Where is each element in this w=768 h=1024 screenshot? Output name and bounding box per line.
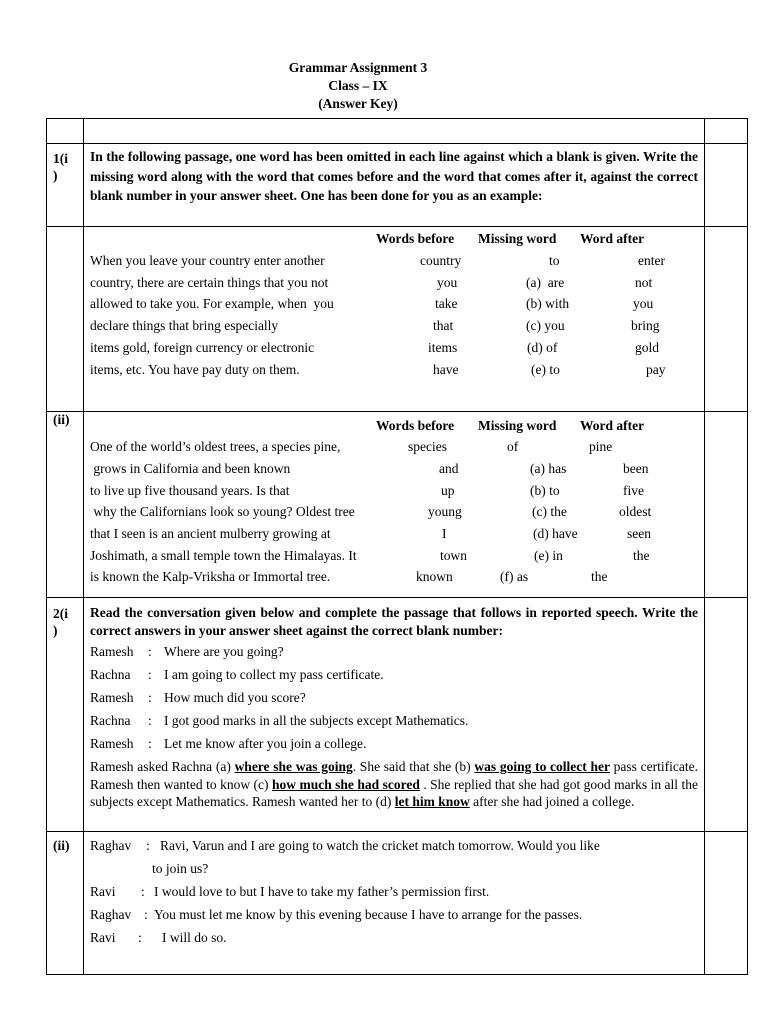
- passage-line: When you leave your country enter another: [90, 253, 325, 268]
- answer-a: where she was going: [234, 759, 353, 774]
- separator: :: [148, 644, 152, 659]
- dialogue-line: [90, 667, 384, 683]
- word-after: pine: [589, 439, 613, 454]
- class-label: Class – IX: [328, 78, 388, 93]
- dialogue-line: [90, 713, 468, 729]
- missing-word: (c) you: [526, 318, 565, 333]
- word-after: not: [635, 275, 653, 290]
- word-before: that: [433, 318, 454, 333]
- word-before: young: [428, 504, 462, 519]
- separator: :: [144, 907, 148, 922]
- dialogue-line: [90, 838, 600, 854]
- passage-text: pass certificate. Ramesh then wanted to know (c): [90, 759, 698, 792]
- separator: :: [148, 667, 152, 682]
- passage-line: Joshimath, a small temple town the Himalayas. It: [90, 548, 357, 563]
- passage-text: after she had joined a college.: [469, 794, 635, 809]
- speaker: Ravi: [90, 930, 116, 945]
- word-after: enter: [638, 253, 665, 268]
- column-header-missing-word: Missing word: [478, 231, 557, 246]
- speaker: Raghav: [90, 907, 132, 922]
- missing-word: (a) are: [526, 275, 565, 290]
- word-before: I: [442, 526, 447, 541]
- missing-word: (a) has: [530, 461, 567, 476]
- word-after: oldest: [619, 504, 652, 519]
- row-divider: [46, 831, 748, 832]
- question-number: 1(i ): [53, 151, 68, 183]
- column-header-word-after: Word after: [580, 418, 645, 433]
- word-before: up: [441, 483, 455, 498]
- document-subtitle: (Answer Key): [318, 96, 398, 111]
- separator: :: [148, 713, 152, 728]
- utterance: I would love to but I have to take my father’s permission first.: [154, 884, 490, 899]
- document-title: Grammar Assignment 3: [288, 60, 428, 75]
- passage-text: . She replied that she had got good marks in all the subjects except Mathematics. Ramesh wanted her to (d): [90, 776, 698, 809]
- word-after: been: [623, 461, 649, 476]
- row-divider: [46, 226, 748, 227]
- utterance: You must let me know by this evening because I have to arrange for the passes.: [154, 907, 583, 922]
- column-divider: [83, 118, 84, 975]
- missing-word: (d) have: [533, 526, 578, 541]
- passage-line: why the Californians look so young? Oldest tree: [90, 504, 355, 519]
- word-before: take: [435, 296, 458, 311]
- dialogue-line: [90, 736, 366, 752]
- speaker: Raghav: [90, 838, 132, 853]
- column-header-missing-word: Missing word: [478, 418, 557, 433]
- utterance: to join us?: [152, 861, 209, 876]
- missing-word: (b) with: [526, 296, 570, 311]
- dialogue-line: [90, 907, 582, 923]
- answer-c: how much she had scored: [271, 776, 420, 792]
- dialogue-line: [90, 644, 284, 660]
- utterance: I got good marks in all the subjects except Mathematics.: [164, 713, 469, 728]
- passage-line: One of the world’s oldest trees, a species pine,: [90, 439, 341, 454]
- dialogue-line: [90, 690, 306, 706]
- utterance: Ravi, Varun and I are going to watch the cricket match tomorrow. Would you like: [160, 838, 600, 853]
- passage-line: grows in California and been known: [90, 461, 291, 476]
- answer-d: let him know: [394, 794, 470, 809]
- table-border-left: [46, 118, 47, 975]
- word-before: town: [440, 548, 467, 563]
- missing-word: of: [507, 439, 519, 454]
- speaker: Ramesh: [90, 644, 134, 659]
- separator: :: [148, 736, 152, 751]
- missing-word: (b) to: [530, 483, 560, 498]
- utterance: I am going to collect my pass certificate.: [164, 667, 384, 682]
- missing-word: (e) to: [531, 362, 560, 377]
- table-border-bottom: [46, 974, 748, 975]
- word-before: you: [437, 275, 458, 290]
- word-after: the: [591, 569, 608, 584]
- row-divider: [46, 143, 748, 144]
- passage-text: . She said that she (b): [352, 759, 475, 774]
- word-before: and: [439, 461, 459, 476]
- word-before: known: [416, 569, 453, 584]
- column-header-words-before: Words before: [376, 231, 455, 246]
- utterance: Let me know after you join a college.: [164, 736, 367, 751]
- passage-line: country, there are certain things that you not: [90, 275, 329, 290]
- missing-word: to: [549, 253, 560, 268]
- column-header-word-after: Word after: [580, 231, 645, 246]
- passage-line: that I seen is an ancient mulberry growing at: [90, 526, 331, 541]
- question-number: (ii): [53, 838, 70, 853]
- separator: :: [148, 690, 152, 705]
- dialogue-line: [90, 861, 208, 877]
- speaker: Ravi: [90, 884, 116, 899]
- separator: :: [146, 838, 150, 853]
- table-border-top: [46, 118, 748, 119]
- passage-line: items gold, foreign currency or electronic: [90, 340, 315, 355]
- word-after: pay: [646, 362, 666, 377]
- question-number: (ii): [53, 412, 70, 427]
- question-instruction: In the following passage, one word has been omitted in each line against which a blank is given. Write the missing word along with the word that comes before and the word that comes after it, against the correct blank number in your answer sheet. One has been done for you as an example:: [90, 149, 698, 203]
- word-after: seen: [627, 526, 651, 541]
- table-border-right: [747, 118, 748, 975]
- utterance: How much did you score?: [164, 690, 306, 705]
- speaker: Ramesh: [90, 690, 134, 705]
- passage-line: declare things that bring especially: [90, 318, 279, 333]
- word-after: you: [633, 296, 654, 311]
- word-before: country: [420, 253, 462, 268]
- speaker: Rachna: [90, 713, 131, 728]
- passage-line: to live up five thousand years. Is that: [90, 483, 290, 498]
- word-after: the: [633, 548, 650, 563]
- separator: :: [141, 884, 145, 899]
- missing-word: (d) of: [527, 340, 558, 355]
- word-after: five: [623, 483, 644, 498]
- passage-line: is known the Kalp-Vriksha or Immortal tree.: [90, 569, 331, 584]
- word-after: bring: [631, 318, 660, 333]
- speaker: Rachna: [90, 667, 131, 682]
- question-number: 2(i ): [53, 606, 68, 638]
- column-header-words-before: Words before: [376, 418, 455, 433]
- separator: :: [138, 930, 142, 945]
- passage-text: Ramesh asked Rachna (a): [90, 759, 235, 774]
- row-divider: [46, 411, 748, 412]
- word-before: items: [428, 340, 458, 355]
- question-instruction: Read the conversation given below and complete the passage that follows in reported speech. Write the correct answers in your answer sheet against the correct blank number:: [90, 605, 698, 638]
- missing-word: (e) in: [534, 548, 563, 563]
- passage-line: allowed to take you. For example, when you: [90, 296, 334, 311]
- word-after: gold: [635, 340, 660, 355]
- dialogue-line: [90, 884, 489, 900]
- missing-word: (f) as: [500, 569, 529, 584]
- utterance: Where are you going?: [164, 644, 284, 659]
- column-divider: [704, 118, 705, 975]
- speaker: Ramesh: [90, 736, 134, 751]
- reported-speech-passage: [90, 758, 698, 811]
- dialogue-line: [90, 930, 227, 946]
- word-before: species: [408, 439, 447, 454]
- answer-b: was going to collect her: [474, 759, 610, 774]
- row-divider: [46, 597, 748, 598]
- utterance: I will do so.: [162, 930, 227, 945]
- word-before: have: [433, 362, 459, 377]
- passage-line: items, etc. You have pay duty on them.: [90, 362, 300, 377]
- missing-word: (c) the: [532, 504, 567, 519]
